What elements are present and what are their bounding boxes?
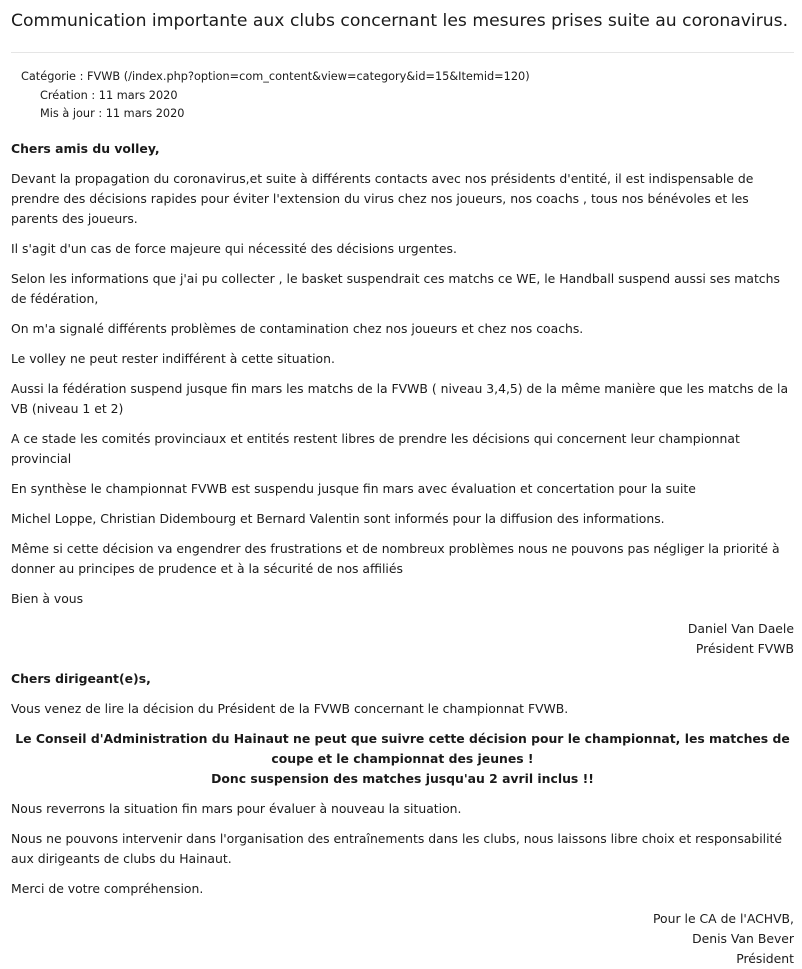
created-date: Création : 11 mars 2020 bbox=[40, 88, 178, 102]
paragraph: Nous reverrons la situation fin mars pour évaluer à nouveau la situation. bbox=[11, 800, 462, 816]
title-divider bbox=[11, 52, 794, 53]
paragraph: Vous venez de lire la décision du Président de la FVWB concernant le championnat FVWB. bbox=[11, 700, 569, 716]
greeting-dirigeants: Chers dirigeant(e)s, bbox=[11, 670, 151, 686]
signature-name: Daniel Van Daele bbox=[687, 620, 794, 636]
paragraph: On m'a signalé différents problèmes de contamination chez nos joueurs et chez nos coachs. bbox=[11, 320, 584, 336]
paragraph: Le volley ne peut rester indifférent à cette situation. bbox=[11, 350, 335, 366]
paragraph: Même si cette décision va engendrer des frustrations et de nombreux problèmes nous ne pouvons pas négliger la priorité à donner au principes de prudence et à la sécurité de nos affiliés bbox=[11, 540, 780, 576]
signature-org: Pour le CA de l'ACHVB, bbox=[653, 910, 794, 926]
category-line[interactable]: Catégorie : FVWB (/index.php?option=com_content&view=category&id=15&Itemid=120) bbox=[21, 70, 530, 83]
paragraph: Aussi la fédération suspend jusque fin mars les matchs de la FVWB ( niveau 3,4,5) de la même manière que les matchs de la VB (niveau 1 et 2) bbox=[11, 380, 789, 416]
greeting-volley: Chers amis du volley, bbox=[11, 140, 160, 156]
article-body bbox=[11, 139, 794, 969]
paragraph: Selon les informations que j'ai pu collecter , le basket suspendrait ces matchs ce WE, le Handball suspend aussi ses matchs de fédération, bbox=[11, 270, 780, 306]
paragraph: Michel Loppe, Christian Didembourg et Bernard Valentin sont informés pour la diffusion des informations. bbox=[11, 510, 665, 526]
updated-date: Mis à jour : 11 mars 2020 bbox=[40, 107, 185, 120]
paragraph: En synthèse le championnat FVWB est suspendu jusque fin mars avec évaluation et concertation pour la suite bbox=[11, 480, 696, 496]
highlight-announcement bbox=[11, 729, 794, 789]
paragraph: Nous ne pouvons intervenir dans l'organisation des entraînements dans les clubs, nous laissons libre choix et responsabilité aux dirigeants de clubs du Hainaut. bbox=[11, 830, 783, 866]
signature-name: Denis Van Bever bbox=[692, 930, 794, 946]
highlight-suspension: Donc suspension des matches jusqu'au 2 avril inclus !! bbox=[211, 770, 594, 786]
signature-role: Président bbox=[736, 950, 794, 966]
paragraph: Il s'agit d'un cas de force majeure qui nécessité des décisions urgentes. bbox=[11, 240, 457, 256]
paragraph: Merci de votre compréhension. bbox=[11, 880, 204, 896]
highlight-line: Le Conseil d'Administration du Hainaut ne peut que suivre cette décision pour le championnat, les matches de coupe et le championnat des jeunes ! bbox=[15, 730, 790, 766]
closing-salutation: Bien à vous bbox=[11, 590, 84, 606]
signature-president bbox=[11, 619, 794, 659]
paragraph: A ce stade les comités provinciaux et entités restent libres de prendre les décisions qui concernent leur championnat provincial bbox=[11, 430, 740, 466]
article-meta bbox=[11, 68, 794, 124]
signature-role: Président FVWB bbox=[695, 640, 794, 656]
paragraph: Devant la propagation du coronavirus,et suite à différents contacts avec nos présidents d'entité, il est indispensable de prendre des décisions rapides pour éviter l'extension du virus chez nos joueurs, nos coachs , tous nos bénévoles et les parents des joueurs. bbox=[11, 170, 754, 226]
article-title: Communication importante aux clubs concernant les mesures prises suite au coronavirus. bbox=[11, 11, 789, 31]
